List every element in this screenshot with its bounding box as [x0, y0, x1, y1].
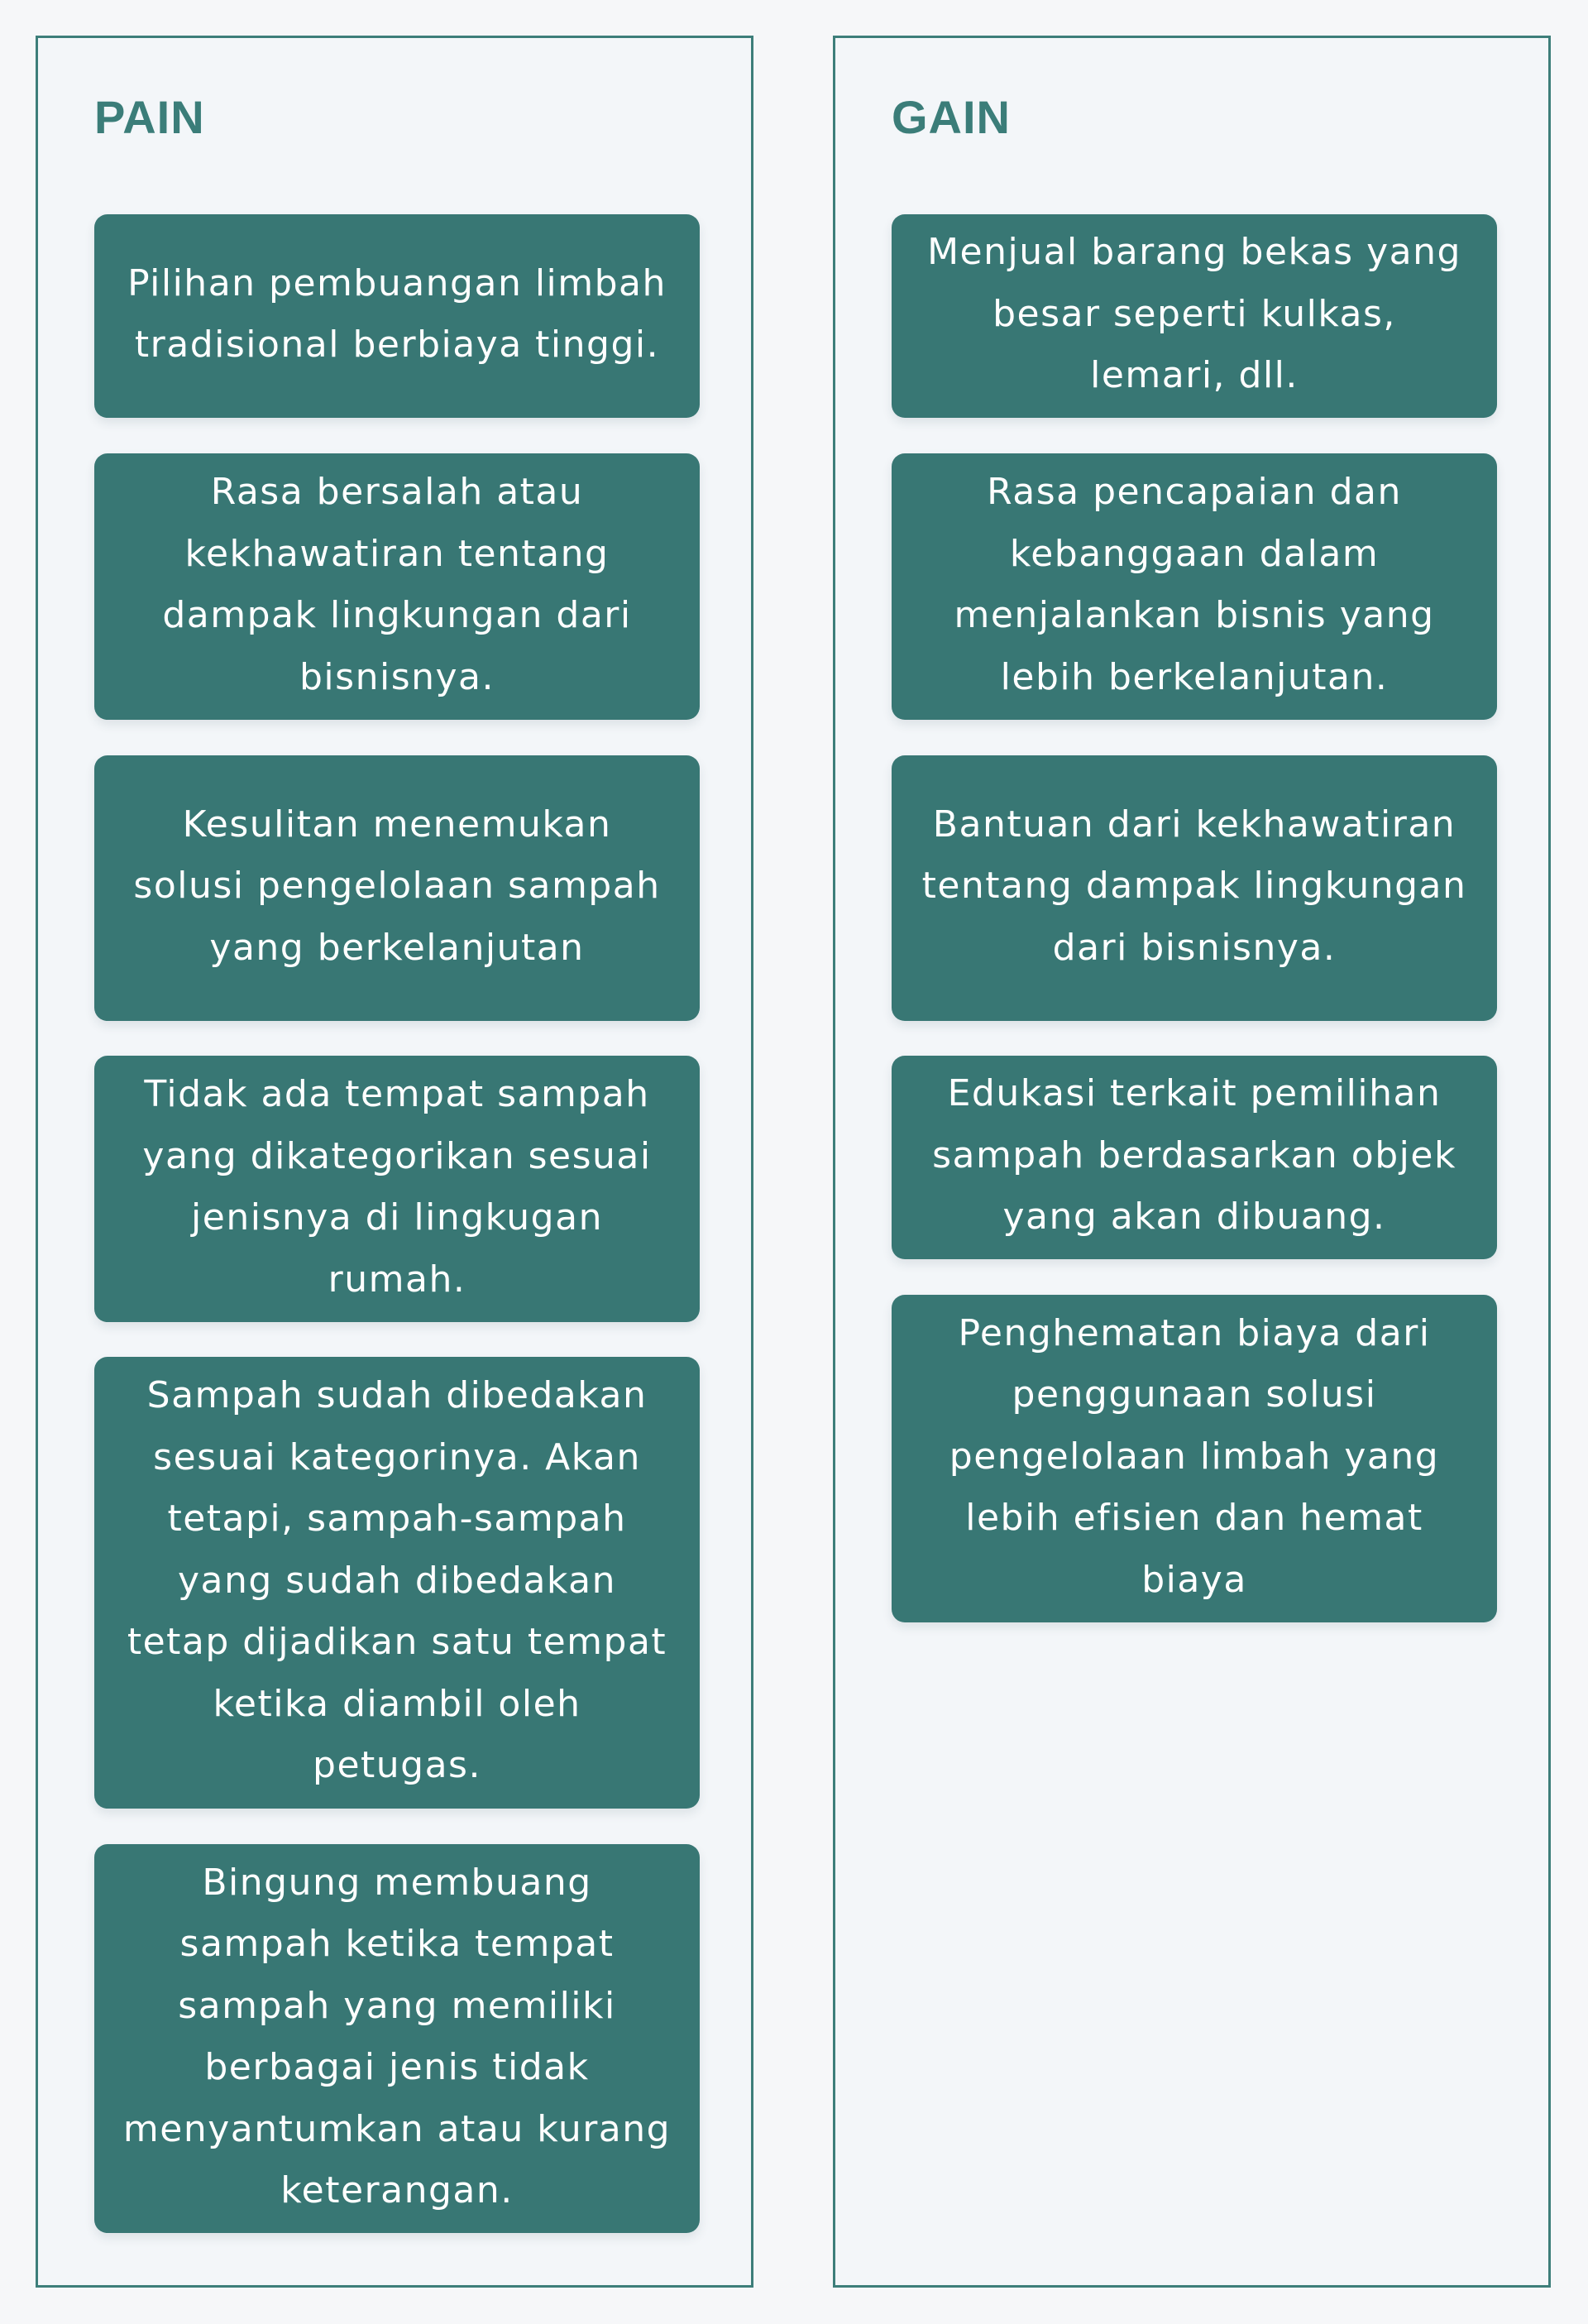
gain-card [892, 1295, 1497, 1622]
pain-card-text: Kesulitan menemukan solusi pengelolaan sampah yang berkelanjutan [133, 803, 661, 969]
pain-card [94, 1844, 700, 2233]
gain-card [892, 214, 1497, 418]
pain-card [94, 453, 700, 720]
pain-column [36, 36, 753, 2288]
gain-card-text: Edukasi terkait pemilihan sampah berdasarkan objek yang akan dibuang. [932, 1072, 1456, 1239]
gain-card-text: Rasa pencapaian dan kebanggaan dalam menjalankan bisnis yang lebih berkelanjutan. [954, 471, 1435, 698]
gain-column [833, 36, 1551, 2288]
pain-card-text: Rasa bersalah atau kekhawatiran tentang dampak lingkungan dari bisnisnya. [162, 471, 632, 698]
gain-card [892, 755, 1497, 1021]
gain-card [892, 1056, 1497, 1259]
gain-card-text: Menjual barang bekas yang besar seperti kulkas, lemari, dll. [927, 231, 1461, 397]
pain-card-text: Sampah sudah dibedakan sesuai kategorinya. Akan tetapi, sampah-sampah yang sudah dibedakan tetap dijadikan satu tempat ketika diambil oleh petugas. [127, 1374, 667, 1787]
pain-card-text: Tidak ada tempat sampah yang dikategorikan sesuai jenisnya di lingkugan rumah. [142, 1073, 652, 1301]
gain-title: GAIN [892, 91, 1011, 143]
pain-card-text: Bingung membuang sampah ketika tempat sampah yang memiliki berbagai jenis tidak menyantumkan atau kurang keterangan. [122, 1861, 672, 2211]
pain-card [94, 214, 700, 418]
pain-title: PAIN [94, 91, 205, 143]
gain-card-text: Penghematan biaya dari penggunaan solusi pengelolaan limbah yang lebih efisien dan hemat biaya [949, 1311, 1440, 1601]
pain-card [94, 1357, 700, 1809]
pain-card-text: Pilihan pembuangan limbah tradisional berbiaya tinggi. [127, 261, 667, 366]
gain-card-text: Bantuan dari kekhawatiran tentang dampak lingkungan dari bisnisnya. [921, 803, 1467, 969]
gain-card [892, 453, 1497, 720]
pain-card [94, 755, 700, 1021]
pain-card [94, 1056, 700, 1322]
